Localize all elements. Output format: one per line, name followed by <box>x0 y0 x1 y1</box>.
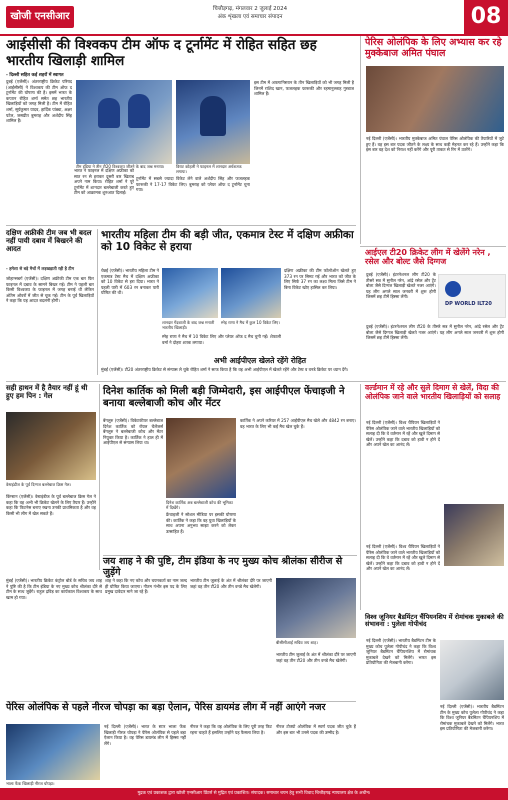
lead-photo-2-caption: विराट कोहली ने फाइनल में शानदार अर्धशतक लगाया। <box>176 164 242 174</box>
dateline-date: चित्तौड़गढ़, मंगलवार 2 जुलाई 2024 <box>212 6 288 12</box>
lead-photo-2 <box>176 80 250 164</box>
neeraj-col3: नीरज टोक्यो ओलंपिक में स्वर्ण पदक जीत चुके हैं और इस बार भी उनसे पदक की उम्मीद है। <box>276 724 356 735</box>
column-divider <box>97 229 98 375</box>
badminton-headline: विश्व जूनियर बैडमिंटन चैंपियनशिप में रोमांचक मुकाबले की संभावना : पुलेला गोपीचंद <box>365 613 504 629</box>
advice-body-cont: नई दिल्ली (एजेंसी)। विश्व चैंपियन खिलाड़ियों ने पेरिस ओलंपिक जाने वाले भारतीय खिलाड़ियों को सलाह दी कि वे वर्तमान में रहें और खुले दिमाग से खेलें। उन्होंने कहा कि दबाव को हावी न होने दें और अपने खेल का आनंद लें। <box>366 544 440 572</box>
women-photo-2-caption: स्नेह राणा ने मैच में कुल 10 विकेट लिए। <box>221 320 280 325</box>
page-number: 08 <box>464 0 508 34</box>
karthik-photo <box>166 418 236 498</box>
boxer-body: नई दिल्ली (एजेंसी)। भारतीय मुक्केबाज अमित पंघाल पेरिस ओलंपिक की तैयारियों में जुटे हुए हैं। वह इस बार पदक जीतने के लक्ष्य के साथ कड़ी मेहनत कर रहे हैं। उन्होंने कहा कि इस बार वह देश को निराश नहीं करेंगे और पूरी ताकत से रिंग में उतरेंगे। <box>366 136 504 153</box>
srilanka-col3: भारतीय टीम जुलाई के अंत में श्रीलंका दौरे पर जाएगी जहां वह तीन टी20 और तीन वनडे मैच खेलेगी। <box>190 578 272 589</box>
neeraj-photo-caption: भाला फेंक खिलाड़ी नीरज चोपड़ा। <box>6 781 55 786</box>
women-photo-1 <box>162 268 218 318</box>
gayle-body: किंग्स्टन (एजेंसी)। वेस्टइंडीज के पूर्व बल्लेबाज क्रिस गेल ने कहा कि वह अभी भी क्रिकेट खेलने के लिए तैयार हैं। उन्होंने कहा कि फिटनेस बनाए रखना उनकी प्राथमिकता है और वह किसी भी लीग में खेल सकते हैं। <box>6 494 96 516</box>
lead-photo-1-caption: टीम इंडिया ने तीन टी20 विश्वकप जीतने के बाद जश्न मनाया। <box>76 164 165 169</box>
newspaper-logo: खोजी एनसीआर <box>6 6 74 28</box>
women-photo-1-caption: शानदार गेंदबाजी के बाद जश्न मनाती भारतीय खिलाड़ी। <box>162 320 215 330</box>
player-figure <box>128 94 150 128</box>
lead-col3: टूर्नामेंट में सबसे ज्यादा विकेट लेने वाले अर्शदीप सिंह और फजलहक फारूकी ने 17-17 विकेट लिए। बुमराह को प्लेयर ऑफ द टूर्नामेंट चुना गया। <box>136 176 250 193</box>
advice-headline: वर्ल्डमान में रहे और सुले दिमाग से खेलें, विदा की ओलंपिक जाने वाले भारतीय खिलाड़ियों को सलाह <box>365 383 501 401</box>
lead-byline: - दिल्ली सहित कई शहरों में स्वागत <box>6 73 64 78</box>
advice-photo <box>444 504 504 566</box>
karthik-col2: फ्रेंचाइजी ने सोशल मीडिया पर इसकी घोषणा की। कार्तिक ने कहा कि वह युवा खिलाड़ियों के साथ अपना अनुभव साझा करने को लेकर उत्साहित हैं। <box>166 512 236 534</box>
dateline <box>100 5 400 21</box>
boxer-headline: पेरिस ओलंपिक के लिए अभ्यास कर रहे मुक्केबाज अमित पंघाल <box>365 37 502 59</box>
ilt20-headline: आईएल टी20 क्रिकेट लीग में खेलेंगे नरेन , रसेल और बोल्ट जैसे दिग्गज <box>365 248 491 267</box>
badminton-photo <box>440 640 504 700</box>
women-headline: भारतीय महिला टीम की बड़ी जीत, एकमात्र टेस्ट में दक्षिण अफ्रीका को 10 विकेट से हराया <box>101 229 354 254</box>
player-figure <box>98 98 120 128</box>
neeraj-col2: नीरज ने कहा कि वह ओलंपिक के लिए पूरी तरह फिट रहना चाहते हैं इसलिए उन्होंने यह फैसला लिया है। <box>190 724 272 735</box>
dateline-sub: अंक शृंखला एवं समाचार संपादन <box>217 14 283 20</box>
ilt20-logo-text: DP WORLD ILT20 <box>445 301 492 307</box>
srilanka-col3-cont: भारतीय टीम जुलाई के अंत में श्रीलंका दौरे पर जाएगी जहां वह तीन टी20 और तीन वनडे मैच खेलेगी। <box>276 652 356 663</box>
player-figure <box>200 96 226 136</box>
sa-headline: दक्षिण अफ्रीकी टीम जब भी बदल नहीं पायी दबाव में बिखरने की आदत <box>6 229 92 254</box>
lead-photo-1 <box>76 80 172 164</box>
column-divider <box>360 384 361 610</box>
srilanka-col2: शाह ने कहा कि नए कोच और चयनकर्ता का नाम जल्द ही घोषित किया जाएगा। गौतम गंभीर इस पद के लिए प्रमुख दावेदार माने जा रहे हैं। <box>105 578 187 595</box>
karthik-col3: कार्तिक ने अपने करियर में 257 आईपीएल मैच खेले और 4842 रन बनाए। वह भारत के लिए भी कई मैच खेल चुके हैं। <box>240 418 356 429</box>
karthik-photo-caption: दिनेश कार्तिक अब बल्लेबाजी कोच की भूमिका में दिखेंगे। <box>166 500 233 510</box>
lead-col4: इस टीम में अफगानिस्तान के तीन खिलाड़ियों को भी जगह मिली है जिनमें राशिद खान, फजलहक फारूकी और रहमानुल्लाह गुरबाज शामिल हैं। <box>254 80 354 97</box>
sa-body: जोहान्सबर्ग (एजेंसी)। दक्षिण अफ्रीकी टीम एक बार फिर फाइनल में दबाव के सामने बिखर गई। टीम ने पहली बार किसी विश्वकप के फाइनल में जगह बनाई थी लेकिन अंतिम ओवरों में जीत से चूक गई। टीम के पूर्व खिलाड़ियों ने कहा कि यह आदत बदलनी होगी। <box>6 276 94 304</box>
lead-col1: दुबई (एजेंसी)। अंतरराष्ट्रीय क्रिकेट परिषद (आईसीसी) ने विश्वकप की टीम ऑफ द टूर्नामेंट की घोषणा की है। इसमें भारत के कप्तान रोहित शर्मा समेत छह भारतीय खिलाड़ियों को जगह मिली है। टीम में रोहित शर्मा, सूर्यकुमार यादव, हार्दिक पांड्या, अक्षर पटेल, जसप्रीत बुमराह और अर्शदीप सिंह शामिल हैं। <box>6 79 72 124</box>
boxer-photo <box>366 66 504 132</box>
section-divider <box>6 225 356 226</box>
karthik-col1: बेंगलुरु (एजेंसी)। विकेटकीपर बल्लेबाज दिनेश कार्तिक को रॉयल चैलेंजर्स बेंगलुरु ने बल्लेबाजी कोच और मेंटर नियुक्त किया है। कार्तिक ने हाल ही में आईपीएल से संन्यास लिया था। <box>103 418 163 446</box>
gayle-photo-caption: वेस्टइंडीज के पूर्व दिग्गज बल्लेबाज क्रिस गेल। <box>6 482 71 487</box>
srilanka-photo <box>276 578 356 638</box>
women-col2: स्नेह राणा ने मैच में 10 विकेट लिए और प्लेयर ऑफ द मैच चुनी गईं। शेफाली वर्मा ने दोहरा शतक लगाया। <box>162 334 281 345</box>
lead-headline: आईसीसी की विश्वकप टीम ऑफ द टूर्नामेंट में रोहित सहित छह भारतीय खिलाड़ी शामिल <box>6 37 317 69</box>
lead-col2: भारत ने फाइनल में दक्षिण अफ्रीका को सात रन से हराकर दूसरी बार खिताब अपने नाम किया। रोहित शर्मा ने पूरे टूर्नामेंट में शानदार बल्लेबाजी करते हुए टीम को आक्रामक शुरुआत दिलाई। <box>74 168 134 196</box>
srilanka-headline: जय शाह ने की पुष्टि, टीम इंडिया के नए मुख्य कोच श्रीलंका सीरीज से जुड़ेंगे <box>103 556 343 578</box>
women-col1: चेन्नई (एजेंसी)। भारतीय महिला टीम ने एकमात्र टेस्ट मैच में दक्षिण अफ्रीका को 10 विकेट से हरा दिया। भारत ने पहली पारी में 603 रन बनाकर पारी घोषित की थी। <box>101 268 159 296</box>
ipl-headline: अभी आईपीएल खेलते रहेंगे रोहित <box>213 356 307 365</box>
column-divider <box>360 36 361 244</box>
section-divider <box>360 246 506 247</box>
ipl-body: मुंबई (एजेंसी)। टी20 अंतरराष्ट्रीय क्रिकेट से संन्यास ले चुके रोहित शर्मा ने साफ किया है कि वह अभी आईपीएल में खेलते रहेंगे और टेस्ट व वनडे क्रिकेट पर ध्यान देंगे। <box>101 367 349 372</box>
ilt20-intro: दुबई (एजेंसी)। इंटरनेशनल लीग टी20 के तीसरे सत्र में सुनील नरेन, आंद्रे रसेल और ट्रेंट बोल्ट जैसे दिग्गज खिलाड़ी खेलते नजर आएंगे। यह लीग अगले साल जनवरी में शुरू होगी जिसमें छह टीमें हिस्सा लेंगी। <box>366 272 436 300</box>
neeraj-col1: नई दिल्ली (एजेंसी)। भारत के स्टार भाला फेंक खिलाड़ी नीरज चोपड़ा ने पेरिस ओलंपिक से पहले बड़ा ऐलान किया है। वह पेरिस डायमंड लीग में हिस्सा नहीं लेंगे। <box>104 724 186 746</box>
neeraj-photo <box>6 724 100 780</box>
badminton-body-cont: नई दिल्ली (एजेंसी)। भारतीय बैडमिंटन टीम के मुख्य कोच पुलेला गोपीचंद ने कहा कि विश्व जूनियर बैडमिंटन चैंपियनशिप में रोमांचक मुकाबले देखने को मिलेंगे। भारत इस प्रतियोगिता की मेजबानी करेगा। <box>440 704 504 732</box>
section-divider <box>6 381 506 382</box>
ilt20-body: दुबई (एजेंसी)। इंटरनेशनल लीग टी20 के तीसरे सत्र में सुनील नरेन, आंद्रे रसेल और ट्रेंट बोल्ट जैसे दिग्गज खिलाड़ी खेलते नजर आएंगे। यह लीग अगले साल जनवरी में शुरू होगी जिसमें छह टीमें हिस्सा लेंगी। <box>366 324 504 341</box>
karthik-headline: दिनेश कार्तिक को मिली बड़ी जिम्मेदारी, इस आईपीएल फेंचाइजी ने बनाया बल्लेबाजी कोच और मेंटर <box>103 386 345 409</box>
ilt20-emblem-icon <box>445 281 461 297</box>
neeraj-headline: पेरिस ओलंपिक से पहले नीरज चोपड़ा का बड़ा ऐलान, पेरिस डायमंड लीग में नहीं आएंगे नजर <box>6 702 326 713</box>
gayle-photo <box>6 412 96 480</box>
advice-body: नई दिल्ली (एजेंसी)। विश्व चैंपियन खिलाड़ियों ने पेरिस ओलंपिक जाने वाले भारतीय खिलाड़ियों को सलाह दी कि वे वर्तमान में रहें और खुले दिमाग से खेलें। उन्होंने कहा कि दबाव को हावी न होने दें और अपने खेल का आनंद लें। <box>366 420 440 448</box>
women-photo-2 <box>221 268 281 318</box>
ilt20-logo <box>438 274 506 318</box>
gayle-headline: सही हाथन में है तैयार नहीं हूं थी हुए हम पिन : गेल <box>6 384 88 401</box>
badminton-body: नई दिल्ली (एजेंसी)। भारतीय बैडमिंटन टीम के मुख्य कोच पुलेला गोपीचंद ने कहा कि विश्व जूनियर बैडमिंटन चैंपियनशिप में रोमांचक मुकाबले देखने को मिलेंगे। भारत इस प्रतियोगिता की मेजबानी करेगा। <box>366 638 436 666</box>
women-col3: दक्षिण अफ्रीका की टीम फॉलोऑन खेलते हुए 373 रन पर सिमट गई और भारत को जीत के लिए सिर्फ 37 रन का लक्ष्य मिला जिसे टीम ने बिना विकेट खोए हासिल कर लिया। <box>284 268 356 290</box>
srilanka-col1: मुंबई (एजेंसी)। भारतीय क्रिकेट कंट्रोल बोर्ड के सचिव जय शाह ने पुष्टि की है कि टीम इंडिया के नए मुख्य कोच श्रीलंका दौरे से टीम के साथ जुड़ेंगे। राहुल द्रविड़ का कार्यकाल विश्वकप के साथ खत्म हो गया। <box>6 578 102 600</box>
srilanka-photo-caption: बीसीसीआई सचिव जय शाह। <box>276 640 318 645</box>
column-divider <box>99 384 100 570</box>
sa-byline: - हमेशा से बड़े मैचों में लड़खड़ाती रही है टीम <box>6 266 74 271</box>
imprint-footer: मुद्रक एवं प्रकाशक द्वारा खोजी एनसीआर प्रिंटर्स से मुद्रित एवं प्रकाशित। संपादक। समाचार चयन हेतु सभी विवाद चित्तौड़गढ़ न्यायालय क्षेत्र के अधीन। <box>0 788 508 800</box>
